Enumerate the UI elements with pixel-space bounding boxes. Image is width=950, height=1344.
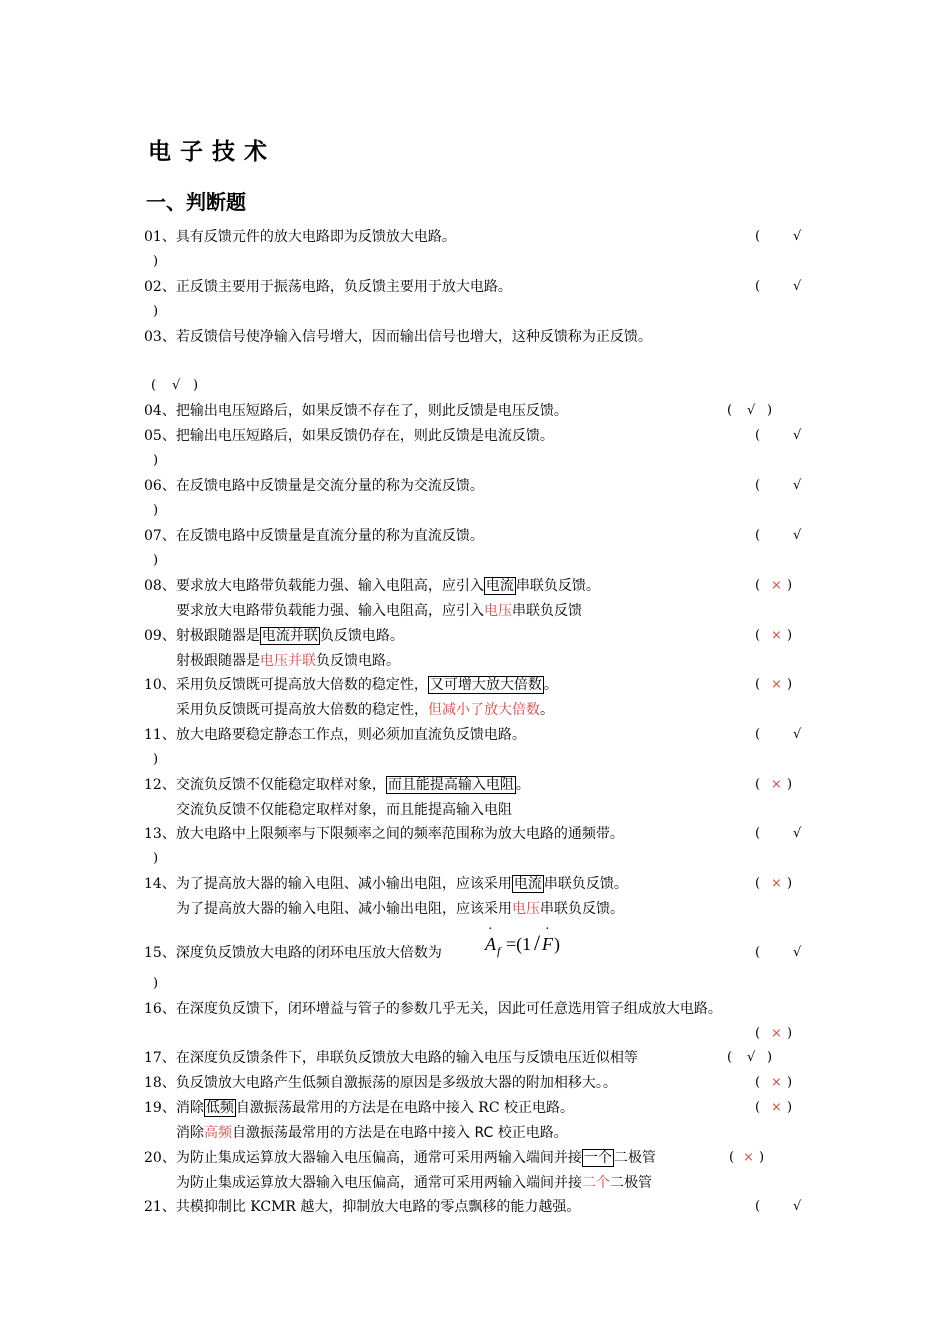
answer-open-21: ( <box>755 1199 761 1214</box>
question-text: 射极跟随器是 <box>175 628 260 644</box>
correction-highlight: 但减小了放大倍数 <box>428 702 540 718</box>
boxed-error: 低频 <box>205 1100 234 1116</box>
question-text-end: 负反馈电路。 <box>319 628 404 644</box>
answer-mark-18: × <box>771 1075 782 1090</box>
answer-open-10: ( <box>755 677 761 692</box>
question-number: 08、 <box>144 578 176 594</box>
answer-mark-01: √ <box>793 229 802 244</box>
answer-close-05: ) <box>153 453 159 468</box>
answer-close-07: ) <box>153 553 159 568</box>
question-text: 在深度负反馈条件下，串联负反馈放大电路的输入电压与反馈电压近似相等 <box>175 1050 638 1066</box>
correction-text-end: 。 <box>540 702 554 718</box>
answer-mark-10: × <box>771 677 782 692</box>
answer-close-09: ) <box>787 628 793 643</box>
question-text: 深度负反馈放大电路的闭环电压放大倍数为 <box>175 945 442 961</box>
answer-close-12: ) <box>787 777 793 792</box>
question-13 <box>144 825 824 843</box>
answer-close-20: ) <box>759 1150 765 1165</box>
correction-text: 为了提高放大器的输入电阻、减小输出电阻，应该采用 <box>176 901 512 917</box>
question-text-end: 。 <box>515 777 530 793</box>
answer-mark-05: √ <box>793 428 802 443</box>
correction-14 <box>176 900 624 918</box>
question-17 <box>144 1049 824 1067</box>
boxed-error: 一个 <box>583 1150 612 1166</box>
boxed-error: 又可增大放大倍数 <box>429 677 542 693</box>
answer-close-06: ) <box>153 503 159 518</box>
answer-mark-08: × <box>771 578 782 593</box>
correction-highlight: 电压 <box>484 603 512 619</box>
question-text: 放大电路要稳定静态工作点，则必须加直流负反馈电路。 <box>175 727 526 743</box>
question-number: 13、 <box>144 826 176 842</box>
question-number: 07、 <box>144 528 176 544</box>
question-04 <box>144 402 824 420</box>
answer-open-05: ( <box>755 428 761 443</box>
document-title: 电子技术 <box>148 138 276 165</box>
answer-mark-19: × <box>771 1100 782 1115</box>
question-text: 交流负反馈不仅能稳定取样对象， <box>175 777 386 793</box>
question-text: 要求放大电路带负载能力强、输入电阻高，应引入 <box>175 578 484 594</box>
question-number: 21、 <box>144 1199 176 1215</box>
formula-dot: · <box>488 922 493 937</box>
question-number: 09、 <box>144 628 176 644</box>
correction-text: 射极跟随器是 <box>176 653 260 669</box>
question-12 <box>144 776 824 794</box>
answer-open-08: ( <box>755 578 761 593</box>
correction-text-end: 自激振荡最常用的方法是在电路中接入 RC 校正电路。 <box>232 1125 568 1141</box>
answer-mark-12: × <box>771 777 782 792</box>
question-text: 消除 <box>175 1100 204 1116</box>
answer-close-15: ) <box>153 976 159 991</box>
question-text: 正反馈主要用于振荡电路，负反馈主要用于放大电路。 <box>175 279 512 295</box>
question-text: 在深度负反馈下，闭环增益与管子的参数几乎无关，因此可任意选用管子组成放大电路。 <box>175 1001 722 1017</box>
correction-text: 交流负反馈不仅能稳定取样对象，而且能提高输入电阻 <box>176 802 512 818</box>
question-text: 把输出电压短路后，如果反馈仍存在，则此反馈是电流反馈。 <box>175 428 554 444</box>
question-text-end: 串联负反馈。 <box>543 876 628 892</box>
question-21 <box>144 1198 824 1216</box>
correction-text: 要求放大电路带负载能力强、输入电阻高，应引入 <box>176 603 484 619</box>
answer-mark-11: √ <box>793 727 802 742</box>
correction-highlight: 二个 <box>582 1175 610 1191</box>
correction-19 <box>176 1124 568 1142</box>
answer-open-01: ( <box>755 229 761 244</box>
question-number: 04、 <box>144 403 176 419</box>
answer-mark-13: √ <box>793 826 802 841</box>
correction-text: 消除 <box>176 1125 204 1141</box>
question-text: 若反馈信号使净输入信号增大，因而输出信号也增大，这种反馈称为正反馈。 <box>175 329 652 345</box>
question-text: 在反馈电路中反馈量是交流分量的称为交流反馈。 <box>175 478 484 494</box>
formula-rhs: F <box>542 934 553 954</box>
question-number: 12、 <box>144 777 176 793</box>
question-16 <box>144 1000 824 1018</box>
question-text: 在反馈电路中反馈量是直流分量的称为直流反馈。 <box>175 528 484 544</box>
formula-slash: / <box>534 930 541 955</box>
answer-open-18: ( <box>755 1075 761 1090</box>
question-18 <box>144 1074 824 1092</box>
answer-mark-09: × <box>771 628 782 643</box>
answer-close-14: ) <box>787 876 793 891</box>
correction-20 <box>176 1174 652 1192</box>
answer-close-18: ) <box>787 1075 793 1090</box>
correction-text-end: 串联负反馈。 <box>540 901 624 917</box>
question-06 <box>144 477 824 495</box>
formula-lhs: A <box>485 934 496 954</box>
question-number: 16、 <box>144 1001 176 1017</box>
question-number: 06、 <box>144 478 176 494</box>
correction-text: 为防止集成运算放大器输入电压偏高，通常可采用两输入端间并接 <box>176 1175 582 1191</box>
question-number: 15、 <box>144 945 176 961</box>
question-text: 放大电路中上限频率与下限频率之间的频率范围称为放大电路的通频带。 <box>175 826 624 842</box>
answer-mark-16: × <box>771 1026 782 1041</box>
answer-mark-17: √ <box>747 1050 756 1065</box>
question-07 <box>144 527 824 545</box>
question-number: 01、 <box>144 229 176 245</box>
answer-open-20: ( <box>729 1150 735 1165</box>
answer-open-07: ( <box>755 528 761 543</box>
question-number: 05、 <box>144 428 176 444</box>
question-02 <box>144 278 824 296</box>
question-text-end: 。 <box>543 677 558 693</box>
boxed-error: 电流并联 <box>261 628 318 644</box>
answer-open-12: ( <box>755 777 761 792</box>
question-08 <box>144 577 824 595</box>
question-number: 11、 <box>144 727 176 743</box>
question-text: 把输出电压短路后，如果反馈不存在了，则此反馈是电压反馈。 <box>175 403 568 419</box>
question-number: 02、 <box>144 279 176 295</box>
question-09 <box>144 627 824 645</box>
question-19 <box>144 1099 824 1117</box>
answer-mark-14: × <box>771 876 782 891</box>
question-text: 为了提高放大器的输入电阻、减小输出电阻，应该采用 <box>175 876 512 892</box>
question-number: 10、 <box>144 677 176 693</box>
question-text-end: 串联负反馈。 <box>515 578 600 594</box>
question-number: 03、 <box>144 329 176 345</box>
question-03 <box>144 328 824 346</box>
answer-open-02: ( <box>755 279 761 294</box>
answer-close-17: ) <box>767 1050 773 1065</box>
answer-open-14: ( <box>755 876 761 891</box>
answer-close-03: ) <box>193 378 199 393</box>
question-text-end: 自激振荡最常用的方法是在电路中接入 RC 校正电路。 <box>235 1100 574 1116</box>
answer-close-08: ) <box>787 578 793 593</box>
correction-12 <box>176 801 512 819</box>
answer-open-06: ( <box>755 478 761 493</box>
answer-open-04: ( <box>727 403 733 418</box>
answer-open-11: ( <box>755 727 761 742</box>
answer-open-19: ( <box>755 1100 761 1115</box>
question-01 <box>144 228 824 246</box>
answer-close-13: ) <box>153 851 159 866</box>
answer-close-16: ) <box>787 1026 793 1041</box>
question-11 <box>144 726 824 744</box>
answer-close-04: ) <box>767 403 773 418</box>
section-title: 一、判断题 <box>146 190 246 214</box>
answer-mark-02: √ <box>793 279 802 294</box>
answer-mark-15: √ <box>793 945 802 960</box>
question-text: 具有反馈元件的放大电路即为反馈放大电路。 <box>175 229 456 245</box>
question-number: 17、 <box>144 1050 176 1066</box>
correction-text-end: 串联负反馈 <box>512 603 582 619</box>
answer-mark-06: √ <box>793 478 802 493</box>
correction-08 <box>176 602 582 620</box>
correction-text-end: 负反馈电路。 <box>316 653 400 669</box>
answer-close-01: ) <box>153 254 159 269</box>
boxed-error: 而且能提高输入电阻 <box>387 777 514 793</box>
answer-close-19: ) <box>787 1100 793 1115</box>
question-text: 为防止集成运算放大器输入电压偏高，通常可采用两输入端间并接 <box>175 1150 582 1166</box>
correction-10 <box>176 701 554 719</box>
correction-09 <box>176 652 400 670</box>
question-text: 负反馈放大电路产生低频自激振荡的原因是多级放大器的附加相移大。。 <box>175 1075 617 1091</box>
question-20 <box>144 1149 824 1167</box>
question-14 <box>144 875 824 893</box>
question-05 <box>144 427 824 445</box>
answer-open-09: ( <box>755 628 761 643</box>
answer-open-13: ( <box>755 826 761 841</box>
answer-mark-03: √ <box>172 378 181 393</box>
correction-text: 采用负反馈既可提高放大倍数的稳定性， <box>176 702 428 718</box>
answer-close-10: ) <box>787 677 793 692</box>
gain-formula <box>480 922 570 966</box>
answer-open-17: ( <box>727 1050 733 1065</box>
question-number: 20、 <box>144 1150 176 1166</box>
question-text: 采用负反馈既可提高放大倍数的稳定性， <box>175 677 428 693</box>
formula-eq: =(1 <box>506 934 532 954</box>
formula-close: ) <box>554 934 560 954</box>
answer-open-15: ( <box>755 945 761 960</box>
correction-highlight: 高频 <box>204 1125 232 1141</box>
answer-close-02: ) <box>153 304 159 319</box>
question-text-end: 二极管 <box>613 1150 656 1166</box>
question-number: 19、 <box>144 1100 176 1116</box>
question-number: 18、 <box>144 1075 176 1091</box>
answer-open-16: ( <box>755 1026 761 1041</box>
answer-open-03: ( <box>151 378 157 393</box>
answer-mark-07: √ <box>793 528 802 543</box>
formula-dot-2: · <box>545 922 550 937</box>
question-number: 14、 <box>144 876 176 892</box>
formula-sub: f <box>497 944 501 958</box>
correction-highlight: 电压并联 <box>260 653 316 669</box>
answer-mark-21: √ <box>793 1199 802 1214</box>
question-text: 共模抑制比 KCMR 越大，抑制放大电路的零点飘移的能力越强。 <box>175 1199 581 1215</box>
answer-mark-20: × <box>743 1150 754 1165</box>
correction-text-end: 二极管 <box>610 1175 652 1191</box>
answer-mark-04: √ <box>747 403 756 418</box>
answer-close-11: ) <box>153 752 159 767</box>
question-10 <box>144 676 824 694</box>
boxed-error: 电流 <box>485 578 514 594</box>
boxed-error: 电流 <box>513 876 542 892</box>
correction-highlight: 电压 <box>512 901 540 917</box>
